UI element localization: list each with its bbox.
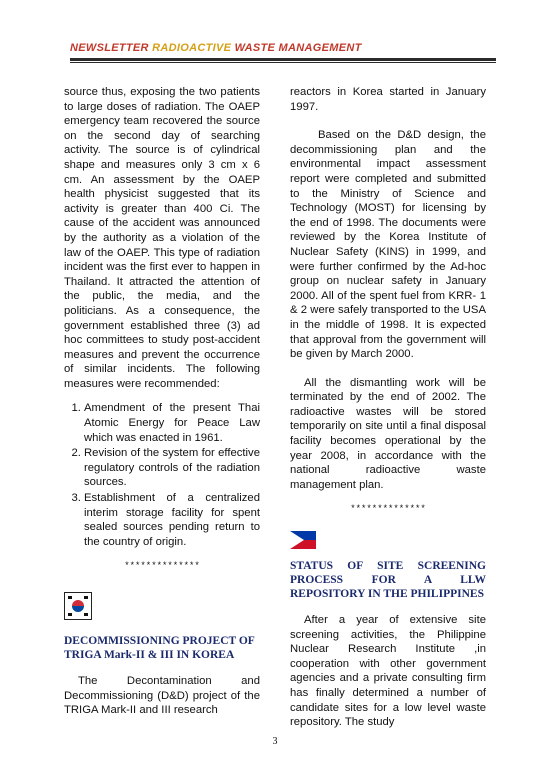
right-paragraph-1: reactors in Korea started in January 1997. — [290, 86, 486, 113]
header-rule — [70, 58, 496, 61]
header-part2: RADIOACTIVE — [152, 42, 235, 54]
header-rule-thin — [70, 62, 496, 63]
left-paragraph-1: source thus, exposing the two patients to large doses of radiation. The OAEP emergency team recovered the source on the second day of searching activity. The source is of cylindrical shape and measures only 3 cm x 6 cm. An assessment by the OAEP health physicist suggested that its activity is greater than 400 Ci. The cause of the accident was announced by the authority as a violation of the law of the OAEP. This type of radiation incident was the first ever to happen in Thailand. It attracted the attention of the public, the media, and the politicians. As a consequence, the government established three (3) ad hoc committees to study post-accident measures and prevent the occurrence of similar incidents. The following measures were recommended: — [64, 86, 260, 390]
right-paragraph-4: After a year of extensive site screening activities, the Philippine Nuclear Research Institute ,in cooperation with other government agencies and a private consulting firm has finally determined a number of candidate sites for a low level waste repository. The study — [290, 614, 486, 729]
newsletter-header — [70, 42, 510, 54]
list-item: 3. Establishment of a centralized interim storage facility for spent sealed sources pending return to the country of origin. — [84, 491, 260, 549]
newsletter-title — [70, 42, 510, 54]
right-column — [290, 85, 486, 730]
header-part3: WASTE MANAGEMENT — [234, 42, 362, 54]
right-paragraph-3: All the dismantling work will be terminated by the end of 2002. The radioactive wastes will be stored temporarily on site until a final disposal facility becomes operational by the year 2008, in accordance with the national radioactive waste management plan. — [290, 376, 486, 491]
philippines-section-heading: STATUS OF SITE SCREENING PROCESS FOR A LLW REPOSITORY IN THE PHILIPPINES — [290, 560, 486, 601]
left-paragraph-2: The Decontamination and Decommissioning (D&D) project of the TRIGA Mark-II and III research — [64, 675, 260, 717]
philippines-flag-icon — [290, 531, 316, 549]
list-item: 2. Revision of the system for effective regulatory controls of the radiation sources. — [84, 446, 260, 490]
list-item: 1. Amendment of the present Thai Atomic Energy for Peace Law which was enacted in 1961. — [84, 401, 260, 445]
measures-list — [64, 401, 260, 549]
right-paragraph-2: Based on the D&D design, the decommissioning plan and the environmental impact assessment report were completed and submitted to the Ministry of Science and Technology (MOST) for licensing by the end of 1998. The documents were reviewed by the Korea Institute of Nuclear Safety (KINS) in 1999, and were further confirmed by the Ad-hoc group on nuclear safety in January 2000. All of the spent fuel from KRR- 1 & 2 were safely transported to the USA in the middle of 1998. It is expected that approval from the government will be given by March 2000. — [290, 129, 486, 361]
header-part1: NEWSLETTER — [70, 42, 153, 54]
korea-section-heading: DECOMMISSIONING PROJECT OF TRIGA Mark-II & III IN KOREA — [64, 635, 255, 661]
left-column — [64, 85, 260, 718]
korea-flag-icon — [64, 592, 92, 620]
section-separator: ************** — [350, 504, 426, 515]
page-number: 3 — [272, 736, 278, 747]
section-separator: ************** — [124, 561, 200, 572]
